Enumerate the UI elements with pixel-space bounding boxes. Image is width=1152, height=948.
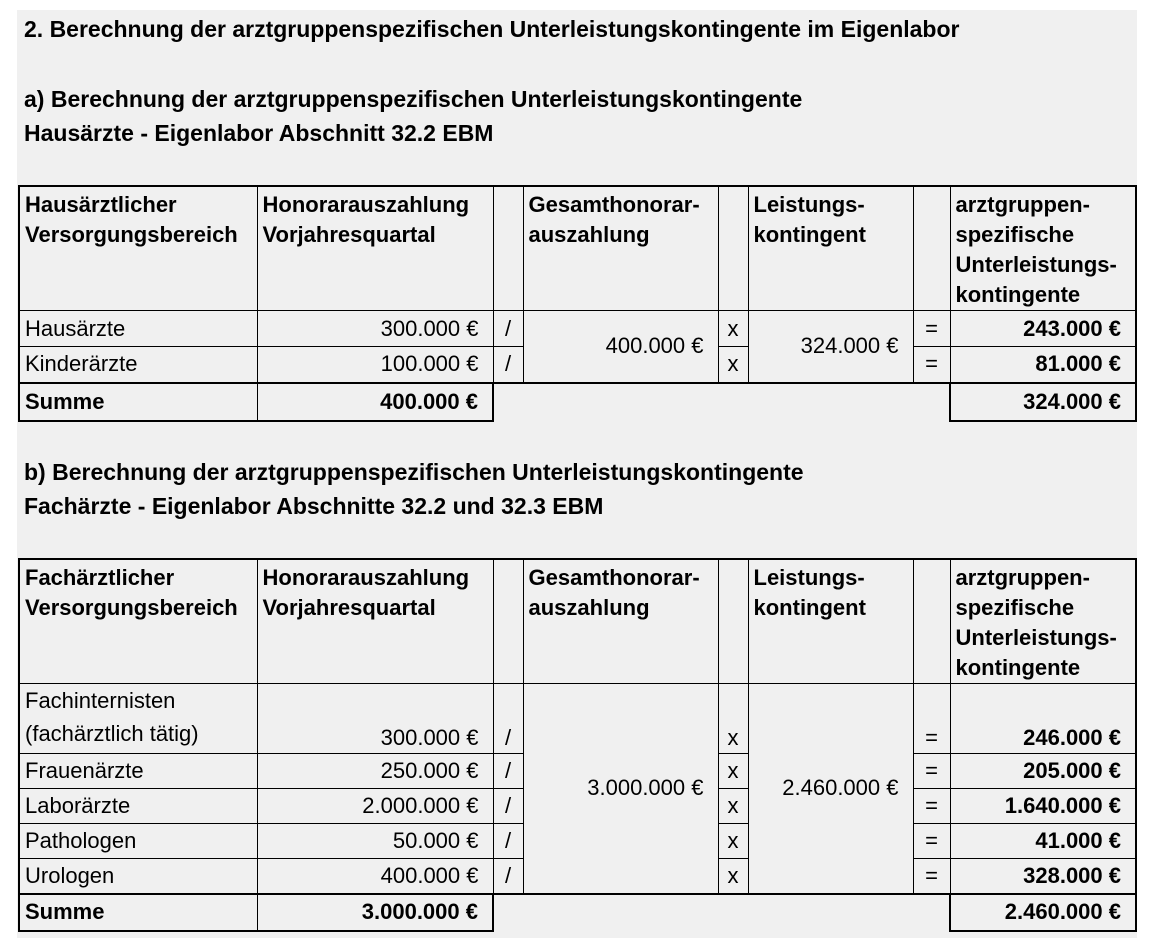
header-div [493, 559, 523, 684]
header-result: arztgruppen-spezifische Unterleistungs-kontingente [950, 186, 1136, 311]
div-operator: / [493, 347, 523, 383]
row-name: Urologen [19, 859, 257, 894]
eq-operator: = [913, 754, 950, 789]
header-div [493, 186, 523, 311]
header-honorar: Honorarauszahlung Vorjahresquartal [257, 186, 493, 311]
section-a-subtitle: Hausärzte - Eigenlabor Abschnitt 32.2 EBM [24, 120, 494, 146]
div-operator: / [493, 311, 523, 347]
row-name [19, 684, 257, 754]
sum-honorar: 3.000.000 € [257, 894, 493, 931]
mul-operator: x [718, 789, 748, 824]
mul-operator: x [718, 754, 748, 789]
header-mul [718, 559, 748, 684]
row-result: 1.640.000 € [950, 789, 1136, 824]
row-honorar: 250.000 € [257, 754, 493, 789]
row-name: Pathologen [19, 824, 257, 859]
sum-result: 2.460.000 € [950, 894, 1136, 931]
row-honorar: 2.000.000 € [257, 789, 493, 824]
row-result: 246.000 € [950, 684, 1136, 754]
sum-label: Summe [19, 894, 257, 931]
mul-operator: x [718, 347, 748, 383]
section-b-title: b) Berechnung der arztgruppenspezifischen Unterleistungskontingente [24, 459, 804, 485]
mul-operator: x [718, 684, 748, 754]
table-row [19, 311, 1136, 347]
eq-operator: = [913, 859, 950, 894]
row-result: 205.000 € [950, 754, 1136, 789]
table-fachaerzte [18, 558, 1137, 932]
table-hausaerzte [18, 185, 1137, 422]
section-a-title: a) Berechnung der arztgruppenspezifischen Unterleistungskontingente [24, 86, 803, 112]
eq-operator: = [913, 824, 950, 859]
header-eq [913, 186, 950, 311]
sum-result: 324.000 € [950, 383, 1136, 421]
sum-row [19, 383, 1136, 421]
header-eq [913, 559, 950, 684]
header-mul [718, 186, 748, 311]
sum-honorar: 400.000 € [257, 383, 493, 421]
div-operator: / [493, 824, 523, 859]
row-result: 41.000 € [950, 824, 1136, 859]
page-title: 2. Berechnung der arztgruppenspezifischen Unterleistungskontingente im Eigenlabor [24, 16, 960, 42]
div-operator: / [493, 684, 523, 754]
header-gesamt: Gesamthonorar-auszahlung [523, 186, 718, 311]
header-kontingent: Leistungs-kontingent [748, 559, 913, 684]
row-name: Hausärzte [19, 311, 257, 347]
header-result: arztgruppen-spezifische Unterleistungs-kontingente [950, 559, 1136, 684]
row-honorar: 300.000 € [257, 684, 493, 754]
kontingent-value: 2.460.000 € [748, 684, 913, 894]
mul-operator: x [718, 311, 748, 347]
div-operator: / [493, 789, 523, 824]
row-honorar: 300.000 € [257, 311, 493, 347]
row-result: 243.000 € [950, 311, 1136, 347]
header-honorar: Honorarauszahlung Vorjahresquartal [257, 559, 493, 684]
row-name-line1: Fachinternisten [25, 688, 176, 713]
eq-operator: = [913, 347, 950, 383]
eq-operator: = [913, 684, 950, 754]
mul-operator: x [718, 859, 748, 894]
eq-operator: = [913, 789, 950, 824]
row-result: 328.000 € [950, 859, 1136, 894]
header-area: Fachärztlicher Versorgungsbereich [19, 559, 257, 684]
row-honorar: 100.000 € [257, 347, 493, 383]
mul-operator: x [718, 824, 748, 859]
sum-label: Summe [19, 383, 257, 421]
row-result: 81.000 € [950, 347, 1136, 383]
section-b-subtitle: Fachärzte - Eigenlabor Abschnitte 32.2 und 32.3 EBM [24, 493, 604, 519]
sum-row [19, 894, 1136, 931]
row-honorar: 50.000 € [257, 824, 493, 859]
div-operator: / [493, 754, 523, 789]
table-row [19, 684, 1136, 754]
eq-operator: = [913, 311, 950, 347]
row-honorar: 400.000 € [257, 859, 493, 894]
row-name-line2: (fachärztlich tätig) [25, 721, 199, 746]
div-operator: / [493, 859, 523, 894]
row-name: Laborärzte [19, 789, 257, 824]
header-kontingent: Leistungs-kontingent [748, 186, 913, 311]
header-area: Hausärztlicher Versorgungsbereich [19, 186, 257, 311]
kontingent-value: 324.000 € [748, 311, 913, 383]
gesamt-value: 3.000.000 € [523, 684, 718, 894]
gesamt-value: 400.000 € [523, 311, 718, 383]
row-name: Frauenärzte [19, 754, 257, 789]
header-gesamt: Gesamthonorar-auszahlung [523, 559, 718, 684]
row-name: Kinderärzte [19, 347, 257, 383]
